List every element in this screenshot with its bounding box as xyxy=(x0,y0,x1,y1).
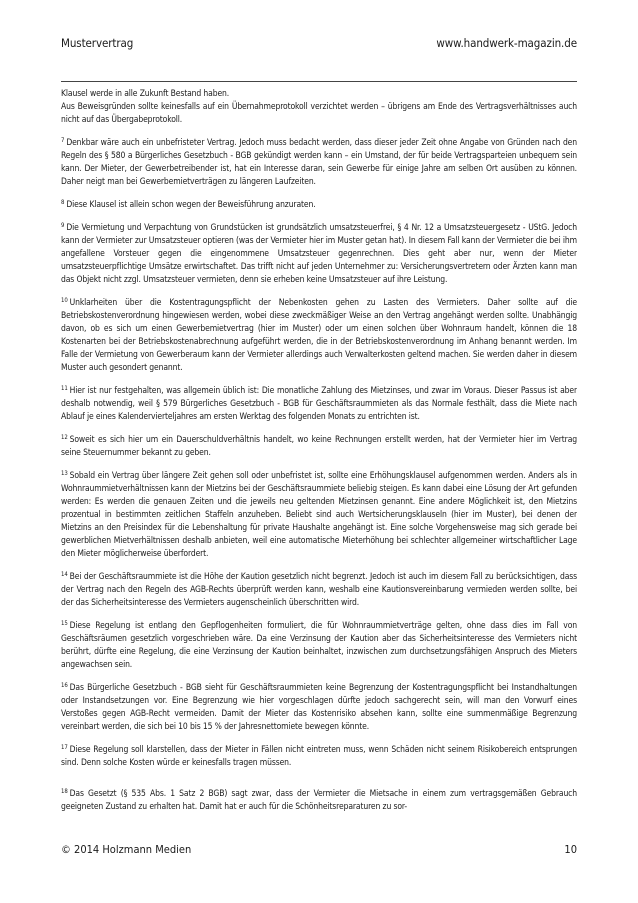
footnote-number: 13 xyxy=(61,470,68,477)
footnote-16 xyxy=(61,682,577,734)
footnote-number: 15 xyxy=(61,620,68,627)
footnote-9 xyxy=(61,222,577,287)
footnote-number: 12 xyxy=(61,434,68,441)
footnote-text: Unklarheiten über die Kostentragungspflicht der Nebenkosten gehen zu Lasten des Vermieters. Daher sollte auf die Betriebskostenverordnung hingewiesen werden, wobei diese zweckmäßiger Weise an den Vertrag angehängt werden sollte. Unabhängig davon, ob es sich um einen Gewerbemietvertrag (hier im Muster) oder um einen solchen über Wohnraum handelt, können die 18 Kostenarten bei der Betriebskostenabrechnung aufgeführt werden, die in der Betriebskostenverordnung im Anhang benannt werden. Im Falle der Vermietung von Gewerberaum kann der Vermieter allerdings auch Verwalterkosten geltend machen. Sie werden daher in diesem Muster auch gesondert genannt. xyxy=(61,298,577,373)
footnote-text: Hier ist nur festgehalten, was allgemein üblich ist: Die monatliche Zahlung des Mietzinses, und zwar im Voraus. Dieser Passus ist aber deshalb notwendig, weil § 579 Bürgerliches Gesetzbuch - BGB für Geschäftsraummieten als das Normale festhält, dass die Miete nach Ablauf je eines Kalendervierteljahres am ersten Werktag des folgenden Monats zu entrichten ist. xyxy=(61,386,577,422)
footnote-number: 7 xyxy=(61,137,65,144)
footnote-number: 11 xyxy=(61,385,68,392)
header-website-link[interactable]: www.handwerk-magazin.de xyxy=(436,36,577,50)
document-body xyxy=(61,88,577,840)
footnote-number: 10 xyxy=(61,297,68,304)
footnote-text: Diese Regelung soll klarstellen, dass der Mieter in Fällen nicht eintreten muss, wenn Schäden nicht seinem Risikobereich entsprungen sind. Denn solche Kosten würde er keinesfalls tragen müssen. xyxy=(61,745,577,768)
footnote-17 xyxy=(61,744,577,770)
footnote-text: Die Vermietung und Verpachtung von Grundstücken ist grundsätzlich umsatzsteuerfrei, § 4 Nr. 12 a Umsatzsteuergesetz - UStG. Jedoch kann der Vermieter zur Umsatzsteuer optieren (was der Vermieter hier im Muster getan hat). In diesem Fall kann der Vermieter die bei ihm angefallene Vorsteuer gegen die eingenommene Umsatzsteuer gegenrechnen. Dies geht aber nur, wenn der Mieter umsatzsteuerpflichtige Umsätze erwirtschaftet. Das trifft nicht auf jeden Unternehmer zu: Versicherungsvertretern oder Ärzten kann man das Objekt nicht zzgl. Umsatzsteuer vermieten, denn sie erheben keine Umsatzsteuer auf ihre Leistung. xyxy=(61,223,577,285)
footnote-14 xyxy=(61,571,577,610)
copyright-notice: © 2014 Holzmann Medien xyxy=(61,843,192,856)
footnote-number: 8 xyxy=(61,199,65,206)
footnote-number: 14 xyxy=(61,571,68,578)
footnote-number: 17 xyxy=(61,744,68,751)
footnote-text: Bei der Geschäftsraummiete ist die Höhe der Kaution gesetzlich nicht begrenzt. Jedoch ist auch im diesem Fall zu berücksichtigen, dass der Vertrag nach den Regeln des AGB-Rechts überprüft werden kann, weshalb eine Kautionsvereinbarung vermieden werden sollte, bei der das Sicherheitsinteresse des Vermieters augenscheinlich überschritten wird. xyxy=(61,572,577,608)
intro-paragraph xyxy=(61,88,577,127)
footnote-text: Diese Klausel ist allein schon wegen der Beweisführung anzuraten. xyxy=(66,200,316,210)
header-divider xyxy=(61,81,577,82)
footnote-12 xyxy=(61,434,577,460)
footnote-number: 16 xyxy=(61,682,68,689)
header-title: Mustervertrag xyxy=(61,36,134,50)
footnote-15 xyxy=(61,620,577,672)
footnote-number: 18 xyxy=(61,788,68,795)
footnote-text: Das Bürgerliche Gesetzbuch - BGB sieht für Geschäftsraummieten keine Begrenzung der Kostentragungspflicht bei Instandhaltungen oder Instandsetzungen vor. Eine Begrenzung wie hier vorgeschlagen dürfte jedoch sachgerecht sein, will man den Vorwurf eines Verstoßes gegen AGB-Recht vermeiden. Damit der Mieter das Kostenrisiko absehen kann, sollte eine summenmäßige Begrenzung vereinbart werden, die sich bei 10 bis 15 % der Jahresnettomiete bewegen könnte. xyxy=(61,683,577,732)
footnote-11 xyxy=(61,385,577,424)
footnote-text: Soweit es sich hier um ein Dauerschuldverhältnis handelt, wo keine Rechnungen erstellt werden, hat der Vermieter hier im Vertrag seine Steuernummer bekannt zu geben. xyxy=(61,435,577,458)
footnote-10 xyxy=(61,297,577,375)
footnote-8 xyxy=(61,199,577,212)
footnote-text: Denkbar wäre auch ein unbefristeter Vertrag. Jedoch muss bedacht werden, dass dieser jeder Zeit ohne Angabe von Gründen nach den Regeln des § 580 a Bürgerliches Gesetzbuch - BGB gekündigt werden kann – ein Umstand, der für beide Vertragsparteien unbequem sein kann. Der Mieter, der Gewerbetreibender ist, hat ein Interesse daran, sein Gewerbe für einige Jahre am selben Ort ausüben zu können. Daher neigt man bei Gewerbemietverträgen zu längeren Laufzeiten. xyxy=(61,138,577,187)
page-number: 10 xyxy=(564,843,577,856)
footnote-7 xyxy=(61,137,577,189)
footnote-text: Diese Regelung ist entlang den Gepflogenheiten formuliert, die für Wohnraummietverträge gelten, ohne dass dies im Fall von Geschäftsräumen gesetzlich vorgeschrieben wäre. Da eine Verzinsung der Kaution aber das Sicherheitsinteresse des Vermieters nicht berührt, dürfte eine Regelung, die eine Verzinsung der Kaution beinhaltet, inzwischen zum durchsetzungsfähigen Anspruch des Mieters angewachsen sein. xyxy=(61,621,577,670)
footnote-text: Das Gesetzt (§ 535 Abs. 1 Satz 2 BGB) sagt zwar, dass der Vermieter die Mietsache in einem zum vertragsgemäßen Gebrauch geeigneten Zustand zu erhalten hat. Damit hat er auch für die Schönheitsreparaturen zu sor- xyxy=(61,789,577,812)
footnote-number: 9 xyxy=(61,222,65,229)
footnote-13 xyxy=(61,470,577,561)
intro-text: Klausel werde in alle Zukunft Bestand haben. Aus Beweisgründen sollte keinesfalls auf ein Übernahmeprotokoll verzichtet werden – übrigens am Ende des Vertragsverhältnisses auch nicht auf das Übergabeprotokoll. xyxy=(61,89,577,125)
footnote-18 xyxy=(61,788,577,814)
footnote-text: Sobald ein Vertrag über längere Zeit gehen soll oder unbefristet ist, sollte eine Erhöhungsklausel aufgenommen werden. Anders als in Wohnraummietverhältnissen kann der Mietzins bei der Geschäftsraummiete beliebig steigen. Es kann dabei eine Lösung der Art gefunden werden: Es werden die genauen Zeiten und die jeweils neu geltenden Mietzinsen genannt. Eine andere Möglichkeit ist, den Mietzins prozentual in bestimmten zeitlichen Staffeln anzuheben. Beliebt sind auch Wertsicherungsklauseln (hier im Muster), bei denen der Mietzins an den Preisindex für die Lebenshaltung für private Haushalte angehängt ist. Eine solche Vorgehensweise mag sich gerade bei gewerblichen Mietverhältnissen deshalb anbieten, weil eine automatische Mieterhöhung bei schlechter allgemeiner wirtschaftlicher Lage den Mieter möglicherweise überfordert. xyxy=(61,471,577,559)
